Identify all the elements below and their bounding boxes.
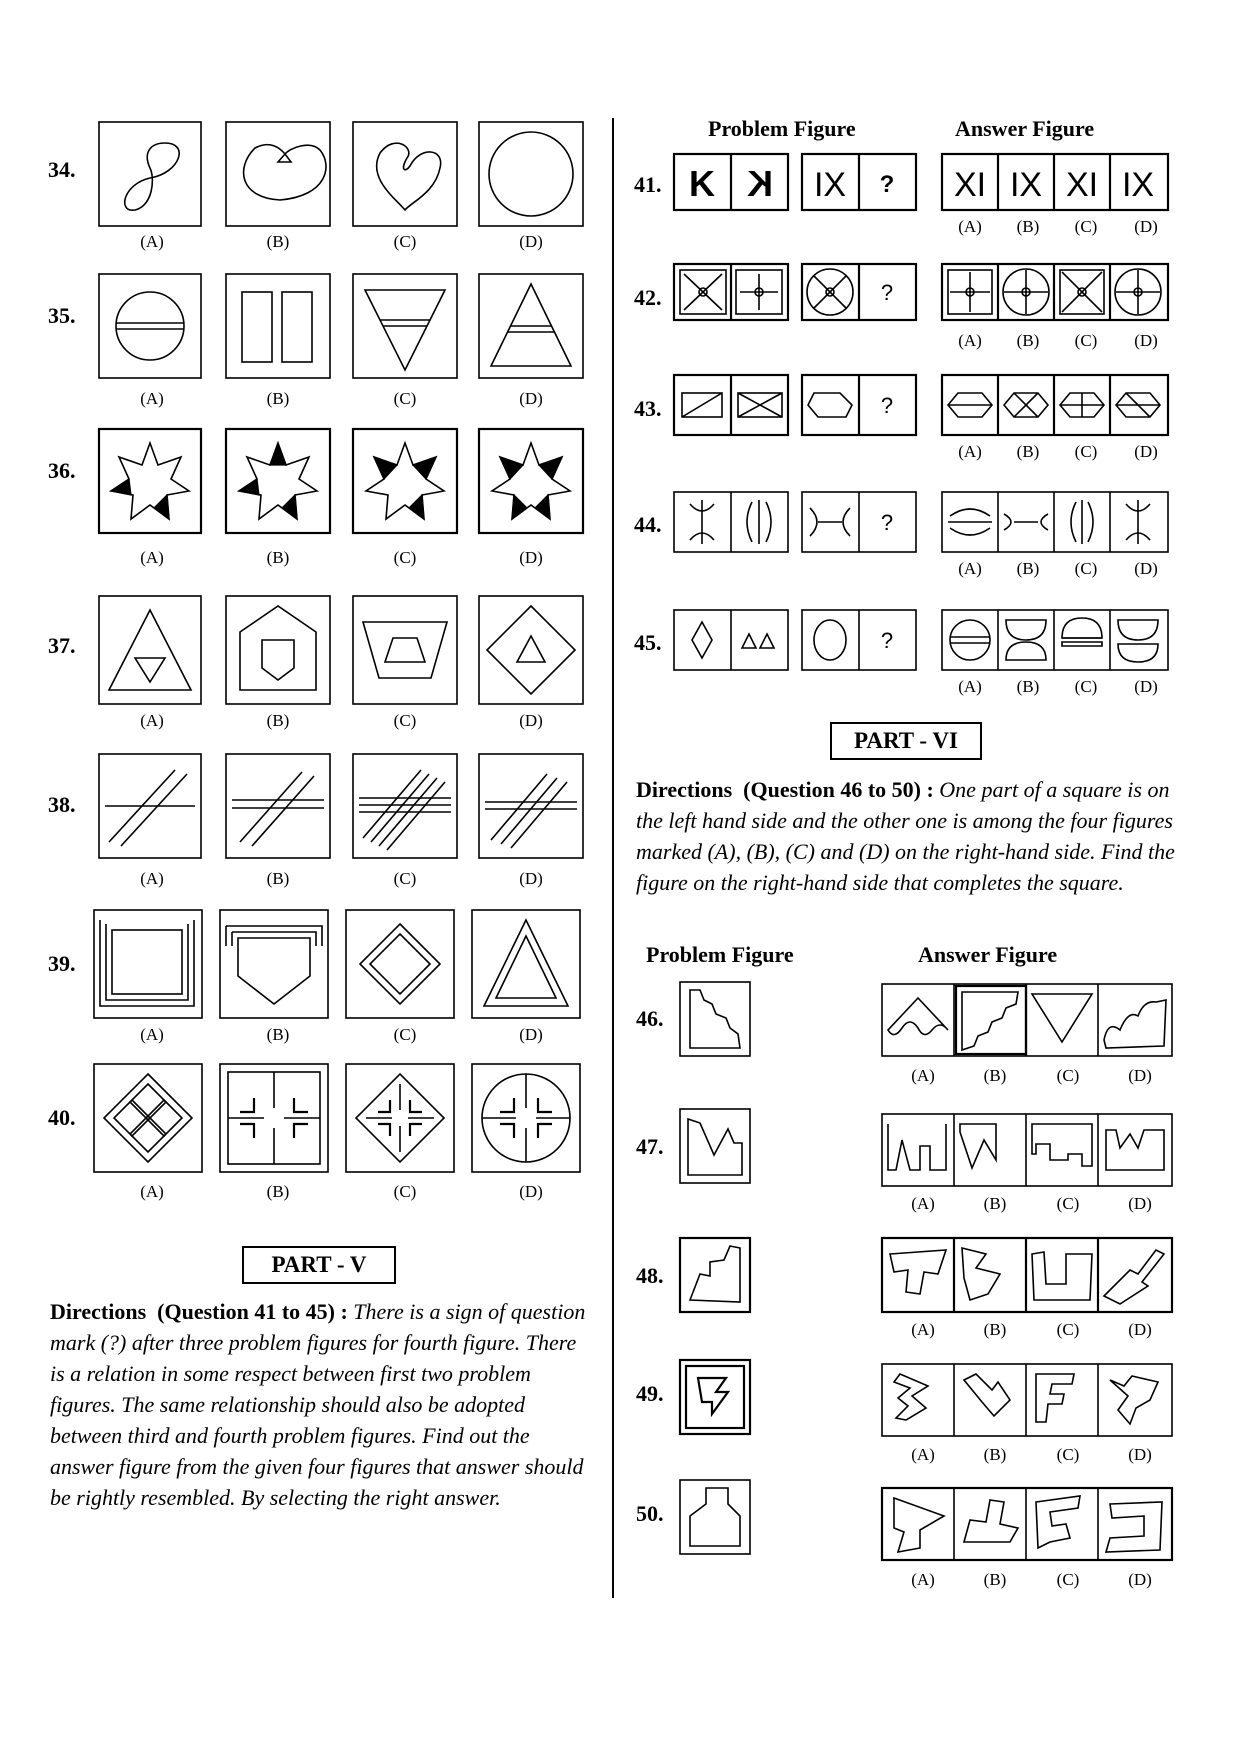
directions-label: Directions [636, 777, 733, 802]
option-label: (B) [1016, 559, 1040, 578]
part-v-heading: PART - V [242, 1246, 396, 1284]
option-label: (C) [1074, 331, 1098, 350]
option-label: (A) [911, 1194, 935, 1213]
question-number: 36. [48, 458, 76, 483]
problem-figure-header: Problem Figure [646, 942, 794, 967]
option-label: (B) [983, 1066, 1007, 1085]
question-number: 35. [48, 303, 76, 328]
q49-problem-figure [676, 1356, 756, 1438]
q41-answer-c: XI [1065, 166, 1099, 204]
q41-problem-3: IX [813, 166, 847, 204]
directions-text: One part of a square is on the left hand side and the other one is among the four figures marked (A), (B), (C) and (D) on the right-hand side. Find the figure on the right-hand side that completes the square. [636, 777, 1175, 895]
option-label: (C) [1074, 217, 1098, 236]
q39-figures [90, 906, 605, 1022]
option-label: (C) [1056, 1320, 1080, 1339]
problem-figure-header: Problem Figure [708, 116, 856, 141]
option-label: (C) [393, 1182, 417, 1201]
q38-figures [95, 750, 605, 865]
part-vi-heading: PART - VI [830, 722, 982, 760]
question-number: 50. [636, 1501, 664, 1526]
q47-answer-figures [880, 1110, 1180, 1192]
q44-figures [672, 490, 1172, 554]
option-label: (D) [519, 1025, 543, 1044]
option-label: (C) [1074, 559, 1098, 578]
question-number: 46. [636, 1006, 664, 1031]
option-label: (D) [1128, 1194, 1152, 1213]
option-label: (D) [1134, 559, 1158, 578]
option-label: (D) [1134, 442, 1158, 461]
option-label: (A) [140, 389, 164, 408]
option-label: (C) [393, 389, 417, 408]
option-label: (A) [911, 1066, 935, 1085]
question-number: 48. [636, 1263, 664, 1288]
option-label: (D) [1128, 1570, 1152, 1589]
q49-answer-figures [880, 1360, 1180, 1442]
part-v-directions [50, 1296, 592, 1513]
option-label: (D) [519, 869, 543, 888]
option-label: (B) [983, 1445, 1007, 1464]
option-label: (D) [1128, 1066, 1152, 1085]
option-label: (C) [1056, 1445, 1080, 1464]
q41-answer-d: IX [1121, 166, 1155, 204]
q50-answer-figures [880, 1484, 1180, 1566]
option-label: (C) [1056, 1570, 1080, 1589]
q40-figures [90, 1060, 605, 1176]
option-label: (A) [140, 548, 164, 567]
option-label: (B) [266, 869, 290, 888]
directions-text: There is a sign of question mark (?) after three problem figures for fourth figure. There is a relation in some respect between first two problem figures. The same relationship should also be adopted between third and fourth problem figures. Find out the answer figure from the given four figures that answer should be rightly resembled. By selecting the right answer. [50, 1299, 586, 1510]
option-label: (D) [1134, 331, 1158, 350]
q35-figures [95, 270, 605, 385]
option-label: (A) [958, 677, 982, 696]
question-number: 37. [48, 633, 76, 658]
option-label: (C) [393, 869, 417, 888]
option-label: (D) [1134, 217, 1158, 236]
option-label: (A) [140, 1025, 164, 1044]
q41-answer-a: XI [953, 166, 987, 204]
q48-answer-figures [880, 1234, 1180, 1316]
option-label: (B) [266, 711, 290, 730]
q44-question-mark: ? [880, 510, 894, 535]
option-label: (B) [983, 1570, 1007, 1589]
question-number: 41. [634, 172, 662, 197]
question-number: 34. [48, 157, 76, 182]
q45-figures [672, 608, 1172, 672]
option-label: (A) [958, 559, 982, 578]
question-number: 45. [634, 630, 662, 655]
answer-figure-header: Answer Figure [955, 116, 1095, 141]
option-label: (C) [393, 711, 417, 730]
q41-problem-2: K [747, 163, 773, 204]
option-label: (A) [140, 711, 164, 730]
option-label: (B) [266, 232, 290, 251]
option-label: (B) [983, 1194, 1007, 1213]
q45-question-mark: ? [880, 628, 894, 653]
option-label: (C) [393, 548, 417, 567]
question-number: 38. [48, 792, 76, 817]
option-label: (A) [958, 442, 982, 461]
option-label: (B) [266, 389, 290, 408]
q37-figures [95, 592, 605, 710]
option-label: (D) [519, 389, 543, 408]
directions-range: (Question 41 to 45) : [157, 1299, 348, 1324]
option-label: (A) [911, 1445, 935, 1464]
option-label: (A) [140, 1182, 164, 1201]
option-label: (D) [519, 1182, 543, 1201]
q47-problem-figure [676, 1105, 756, 1187]
part-vi-directions [636, 774, 1186, 898]
option-label: (D) [519, 711, 543, 730]
column-divider [612, 118, 614, 1598]
option-label: (C) [393, 232, 417, 251]
q42-figures [672, 262, 1172, 326]
question-number: 47. [636, 1134, 664, 1159]
q46-problem-figure [676, 978, 756, 1060]
directions-range: (Question 46 to 50) : [743, 777, 934, 802]
question-number: 49. [636, 1381, 664, 1406]
q41-answer-b: IX [1009, 166, 1043, 204]
option-label: (B) [983, 1320, 1007, 1339]
option-label: (C) [1074, 677, 1098, 696]
question-number: 40. [48, 1105, 76, 1130]
option-label: (A) [140, 232, 164, 251]
option-label: (D) [1134, 677, 1158, 696]
option-label: (A) [911, 1320, 935, 1339]
option-label: (C) [1056, 1066, 1080, 1085]
question-number: 43. [634, 396, 662, 421]
option-label: (B) [266, 1025, 290, 1044]
q41-problem-4: ? [879, 171, 895, 198]
option-label: (D) [519, 232, 543, 251]
question-number: 39. [48, 951, 76, 976]
option-label: (B) [1016, 331, 1040, 350]
q41-figures [672, 152, 1172, 214]
q46-answer-figures [880, 980, 1180, 1062]
option-label: (A) [958, 331, 982, 350]
option-label: (A) [911, 1570, 935, 1589]
option-label: (B) [1016, 677, 1040, 696]
option-label: (C) [1074, 442, 1098, 461]
q34-figures [95, 118, 605, 233]
q42-question-mark: ? [880, 280, 894, 305]
q43-figures [672, 373, 1172, 437]
option-label: (B) [1016, 442, 1040, 461]
answer-figure-header: Answer Figure [918, 942, 1058, 967]
question-number: 42. [634, 285, 662, 310]
option-label: (A) [140, 869, 164, 888]
option-label: (B) [266, 548, 290, 567]
option-label: (A) [958, 217, 982, 236]
q43-question-mark: ? [880, 393, 894, 418]
option-label: (D) [1128, 1445, 1152, 1464]
q50-problem-figure [676, 1476, 756, 1558]
option-label: (B) [1016, 217, 1040, 236]
option-label: (B) [266, 1182, 290, 1201]
q41-problem-1: K [689, 163, 715, 204]
directions-label: Directions [50, 1299, 147, 1324]
option-label: (D) [519, 548, 543, 567]
q48-problem-figure [676, 1234, 756, 1316]
q36-figures [95, 425, 605, 540]
option-label: (D) [1128, 1320, 1152, 1339]
option-label: (C) [393, 1025, 417, 1044]
question-number: 44. [634, 512, 662, 537]
option-label: (C) [1056, 1194, 1080, 1213]
